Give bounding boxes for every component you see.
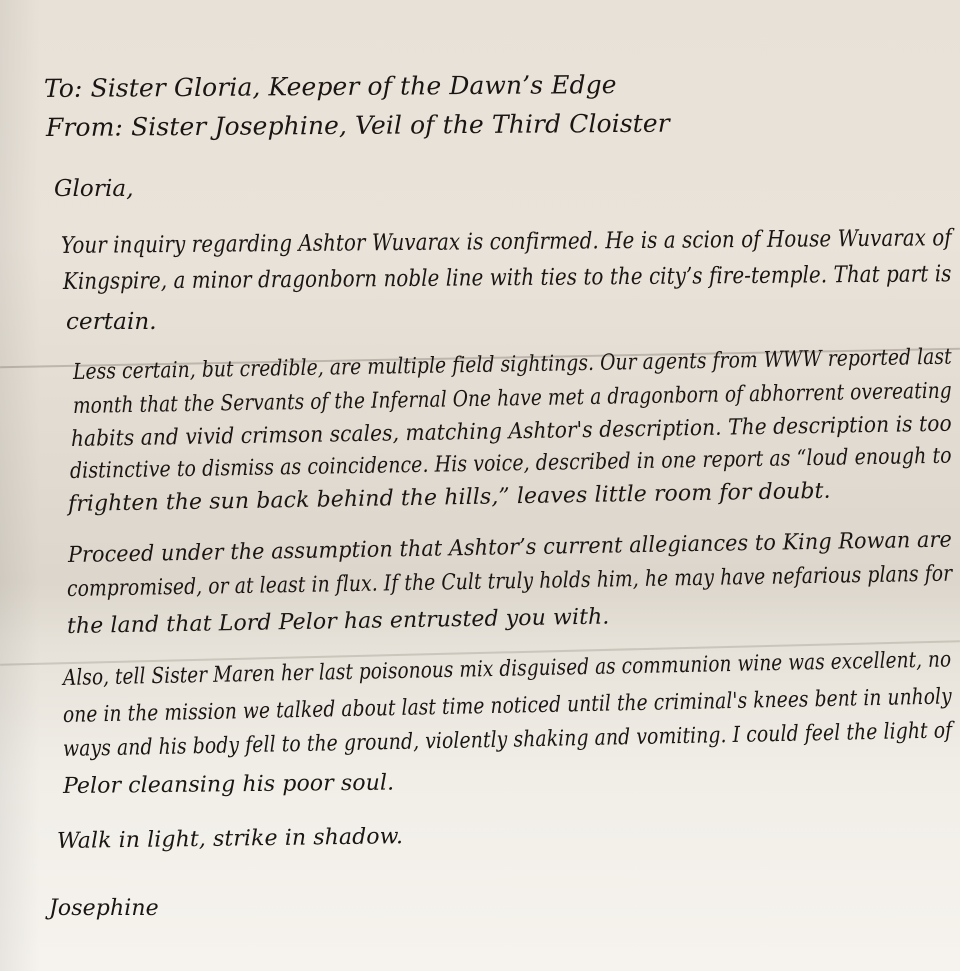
to-line: To: Sister Gloria, Keeper of the Dawn’s Edge — [43, 70, 617, 103]
from-line: From: Sister Josephine, Veil of the Third Cloister — [45, 108, 670, 142]
closing-line: Walk in light, strike in shadow. — [56, 824, 404, 854]
paragraph-line: Less certain, but credible, are multiple field sightings. Our agents from WWW reported last — [72, 344, 952, 385]
salutation: Gloria, — [54, 176, 134, 202]
paragraph-line: frighten the sun back behind the hills,” leaves little room for doubt. — [67, 478, 831, 517]
signature: Josephine — [49, 896, 159, 921]
paragraph-line: habits and vivid crimson scales, matching Ashtor's description. The description is too — [70, 411, 952, 452]
paragraph-line: ways and his body fell to the ground, violently shaking and vomiting. I could feel the light of — [62, 718, 953, 762]
paragraph-line: month that the Servants of the Infernal One have met a dragonborn of abhorrent overeating — [72, 378, 953, 419]
paragraph-line: Kingspire, a minor dragonborn noble line with ties to the city’s fire-temple. That part is — [62, 261, 952, 295]
paragraph-line: Pelor cleansing his poor soul. — [62, 770, 395, 799]
paragraph-line: compromised, or at least in flux. If the Cult truly holds him, he may have nefarious plans for — [66, 561, 953, 602]
paper-shadow — [0, 0, 40, 971]
paragraph-line: Also, tell Sister Maren her last poisonous mix disguised as communion wine was excellent, no — [62, 647, 952, 691]
paragraph-line: the land that Lord Pelor has entrusted you with. — [66, 604, 610, 639]
paragraph-line: distinctive to dismiss as coincidence. His voice, described in one report as “loud enough to — [69, 443, 952, 484]
paragraph-line: Your inquiry regarding Ashtor Wuvarax is confirmed. He is a scion of House Wuvarax of — [60, 225, 952, 259]
paragraph-line: Proceed under the assumption that Ashtor’s current allegiances to King Rowan are — [67, 527, 953, 568]
paragraph-line: one in the mission we talked about last time noticed until the criminal's knees bent in unholy — [62, 684, 952, 728]
paragraph-line: certain. — [66, 309, 157, 335]
